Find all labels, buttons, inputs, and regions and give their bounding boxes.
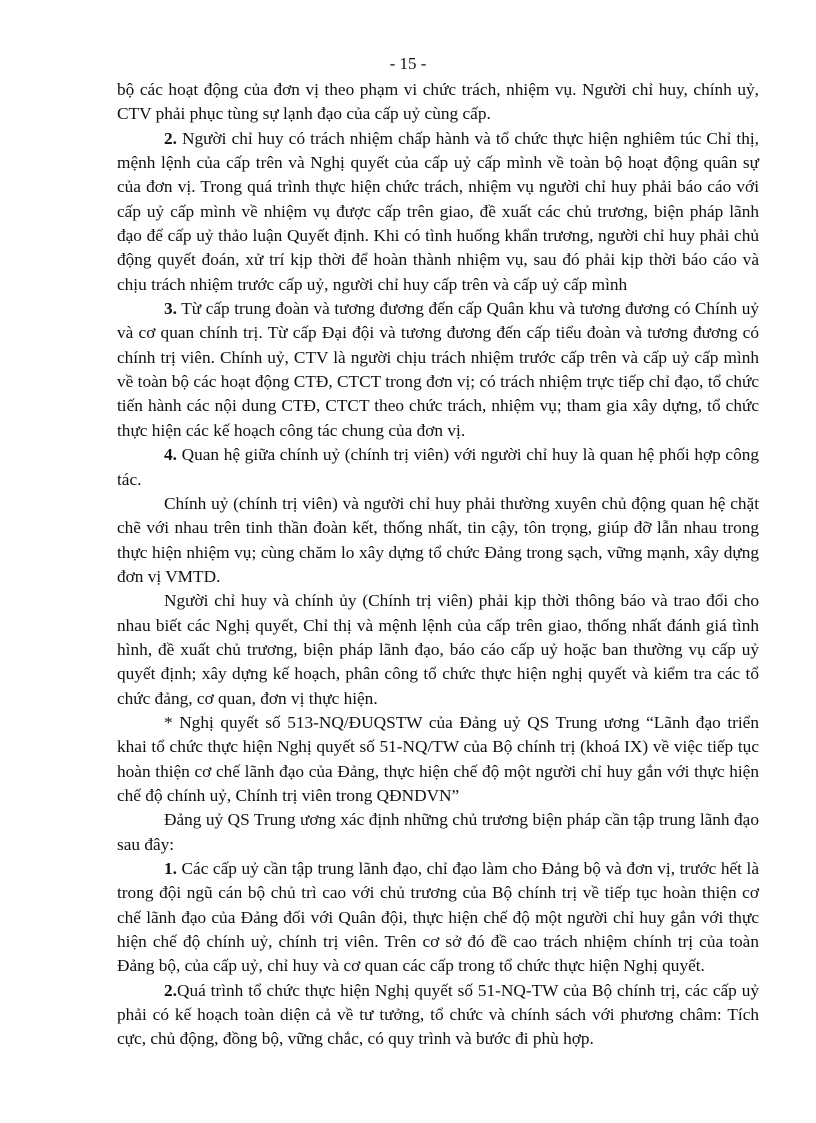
paragraph-commander: Người chỉ huy và chính ủy (Chính trị viên) phải kịp thời thông báo và trao đổi cho nhau biết các Nghị quyết, Chỉ thị và mệnh lệnh của cấp trên giao, thống nhất đánh giá tình hình, đề xuất chủ trương, biện pháp lãnh đạo, báo cáo cấp uỷ hoặc ban thường vụ cấp uỷ quyết định; xây dựng kế hoạch, phân công tổ chức thực hiện nghị quyết và kiểm tra các tổ chức đảng, cơ quan, đơn vị thực hiện. — [117, 591, 759, 708]
item-number: 2. — [164, 128, 177, 148]
paragraph-cooperation: Chính uỷ (chính trị viên) và người chỉ huy phải thường xuyên chủ động quan hệ chặt chẽ với nhau trên tinh thần đoàn kết, thống nhất, tin cậy, tôn trọng, giúp đỡ lẫn nhau trong thực hiện nhiệm vụ; cùng chăm lo xây dựng tổ chức Đảng trong sạch, vững mạnh, xây dựng đơn vị VMTD. — [117, 493, 759, 586]
paragraph-resolution-513: * Nghị quyết số 513-NQ/ĐUQSTW của Đảng uỷ QS Trung ương “Lãnh đạo triển khai tổ chức thực hiện Nghị quyết số 51-NQ/TW của Bộ chính trị (khoá IX) về việc tiếp tục hoàn thiện cơ chế lãnh đạo của Đảng, thực hiện chế độ một người chỉ huy gắn với thực hiện chế độ chính uỷ, Chính trị viên trong QĐNDVN” — [117, 712, 759, 805]
paragraph-item-4: 4. Quan hệ giữa chính uỷ (chính trị viên) với người chỉ huy là quan hệ phối hợp công tác. — [117, 445, 759, 489]
paragraph-measure-2: 2.Quá trình tổ chức thực hiện Nghị quyết số 51-NQ-TW của Bộ chính trị, các cấp uỷ phải có kế hoạch toàn diện cả về tư tưởng, tổ chức và chính sách với phương châm: Tích cực, chủ động, đồng bộ, vững chắc, có quy trình và bước đi phù hợp. — [117, 980, 759, 1049]
paragraph-measures-intro: Đảng uỷ QS Trung ương xác định những chủ trương biện pháp cần tập trung lãnh đạo sau đây: — [117, 810, 759, 854]
paragraph-item-2: 2. Người chỉ huy có trách nhiệm chấp hành và tổ chức thực hiện nghiêm túc Chỉ thị, mệnh lệnh của cấp trên và Nghị quyết của cấp uỷ cấp mình về toàn bộ hoạt động quân sự của đơn vị. Trong quá trình thực hiện chức trách, nhiệm vụ người chỉ huy phải báo cáo với cấp uỷ cấp mình về nhiệm vụ được cấp trên giao, đề xuất các chủ trương, biện pháp lãnh đạo để cấp uỷ thảo luận Quyết định. Khi có tình huống khẩn trương, người chỉ huy phải chủ động quyết đoán, xử trí kịp thời để hoàn thành nhiệm vụ, sau đó phải kịp thời báo cáo và chịu trách nhiệm trước cấp uỷ, người chỉ huy cấp trên và cấp uỷ cấp mình — [117, 128, 759, 294]
item-number: 2. — [164, 980, 177, 1000]
document-body — [117, 78, 759, 1052]
item-number: 1. — [164, 859, 177, 878]
paragraph-item-3: 3. Từ cấp trung đoàn và tương đương đến cấp Quân khu và tương đương có Chính uỷ và cơ quan chính trị. Từ cấp Đại đội và tương đương đến cấp tiểu đoàn và tương đương có chính trị viên. Chính uỷ, CTV là người chịu trách nhiệm trước cấp trên và cấp uỷ cấp mình về toàn bộ các hoạt động CTĐ, CTCT trong đơn vị; có trách nhiệm trực tiếp chỉ đạo, tổ chức tiến hành các nội dung CTĐ, CTCT theo chức trách, nhiệm vụ; tham gia xây dựng, tổ chức thực hiện các kế hoạch công tác chung của đơn vị. — [117, 299, 759, 440]
item-number: 4. — [164, 445, 177, 465]
paragraph-measure-1: 1. Các cấp uỷ cần tập trung lãnh đạo, chỉ đạo làm cho Đảng bộ và đơn vị, trước hết là trong đội ngũ cán bộ chủ trì cao với chủ trương của Bộ chính trị về tiếp tục hoàn thiện cơ chế lãnh đạo của Đảng đối với Quân đội, thực hiện chế độ một người chỉ huy gắn với thực hiện chế độ chính uỷ, chính trị viên. Trên cơ sở đó đề cao trách nhiệm chính trị của toàn Đảng bộ, của cấp uỷ, chỉ huy và cơ quan các cấp trong tổ chức thực hiện Nghị quyết. — [117, 859, 759, 976]
page-number: - 15 - — [389, 54, 427, 73]
paragraph-continuation: bộ các hoạt động của đơn vị theo phạm vi chức trách, nhiệm vụ. Người chỉ huy, chính uỷ, CTV phải phục tùng sự lạnh đạo của cấp uỷ cùng cấp. — [117, 80, 759, 124]
item-number: 3. — [164, 299, 177, 319]
